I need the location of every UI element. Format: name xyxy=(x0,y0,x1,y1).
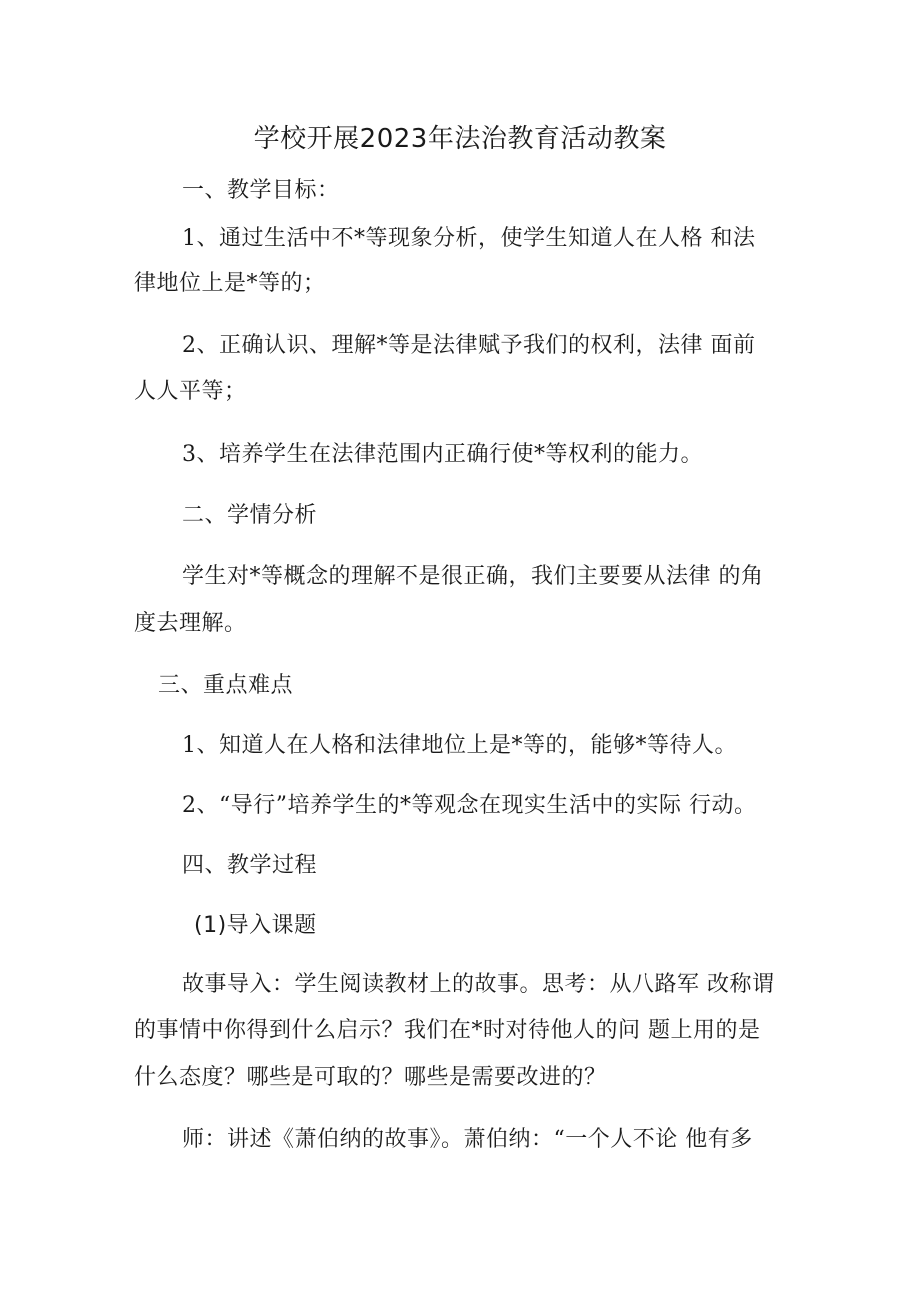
paragraph-line: 学生对*等概念的理解不是很正确，我们主要要从法律 的角 xyxy=(182,564,764,589)
paragraph-line: 2、“导行”培养学生的*等观念在现实生活中的实际 行动。 xyxy=(182,793,757,818)
paragraph-line: 1、通过生活中不*等现象分析，使学生知道人在人格 和法 xyxy=(182,226,756,251)
paragraph-line: 什么态度？哪些是可取的？哪些是需要改进的？ xyxy=(134,1065,607,1090)
heading-learning-analysis: 二、学情分析 xyxy=(182,503,318,528)
paragraph-line: 律地位上是*等的； xyxy=(134,271,326,296)
document-title: 学校开展2023年法治教育活动教案 xyxy=(253,124,667,154)
paragraph-line: 的事情中你得到什么启示？我们在*时对待他人的问 题上用的是 xyxy=(134,1018,761,1043)
paragraph-line: 1、知道人在人格和法律地位上是*等的，能够*等待人。 xyxy=(182,733,737,758)
paragraph-line: 人人平等； xyxy=(134,379,247,404)
paragraph-line: 度去理解。 xyxy=(134,611,247,636)
heading-key-difficulties: 三、重点难点 xyxy=(158,673,294,698)
heading-teaching-process: 四、教学过程 xyxy=(182,853,318,878)
subheading-intro: (1)导入课题 xyxy=(194,913,317,938)
paragraph-line: 师：讲述《萧伯纳的故事》。萧伯纳：“一个人不论 他有多 xyxy=(182,1127,753,1152)
heading-teaching-goals: 一、教学目标： xyxy=(182,178,340,203)
paragraph-line: 3、培养学生在法律范围内正确行使*等权利的能力。 xyxy=(182,442,703,467)
paragraph-line: 2、正确认识、理解*等是法律赋予我们的权利，法律 面前 xyxy=(182,333,756,358)
paragraph-line: 故事导入：学生阅读教材上的故事。思考：从八路军 改称谓 xyxy=(182,972,775,997)
